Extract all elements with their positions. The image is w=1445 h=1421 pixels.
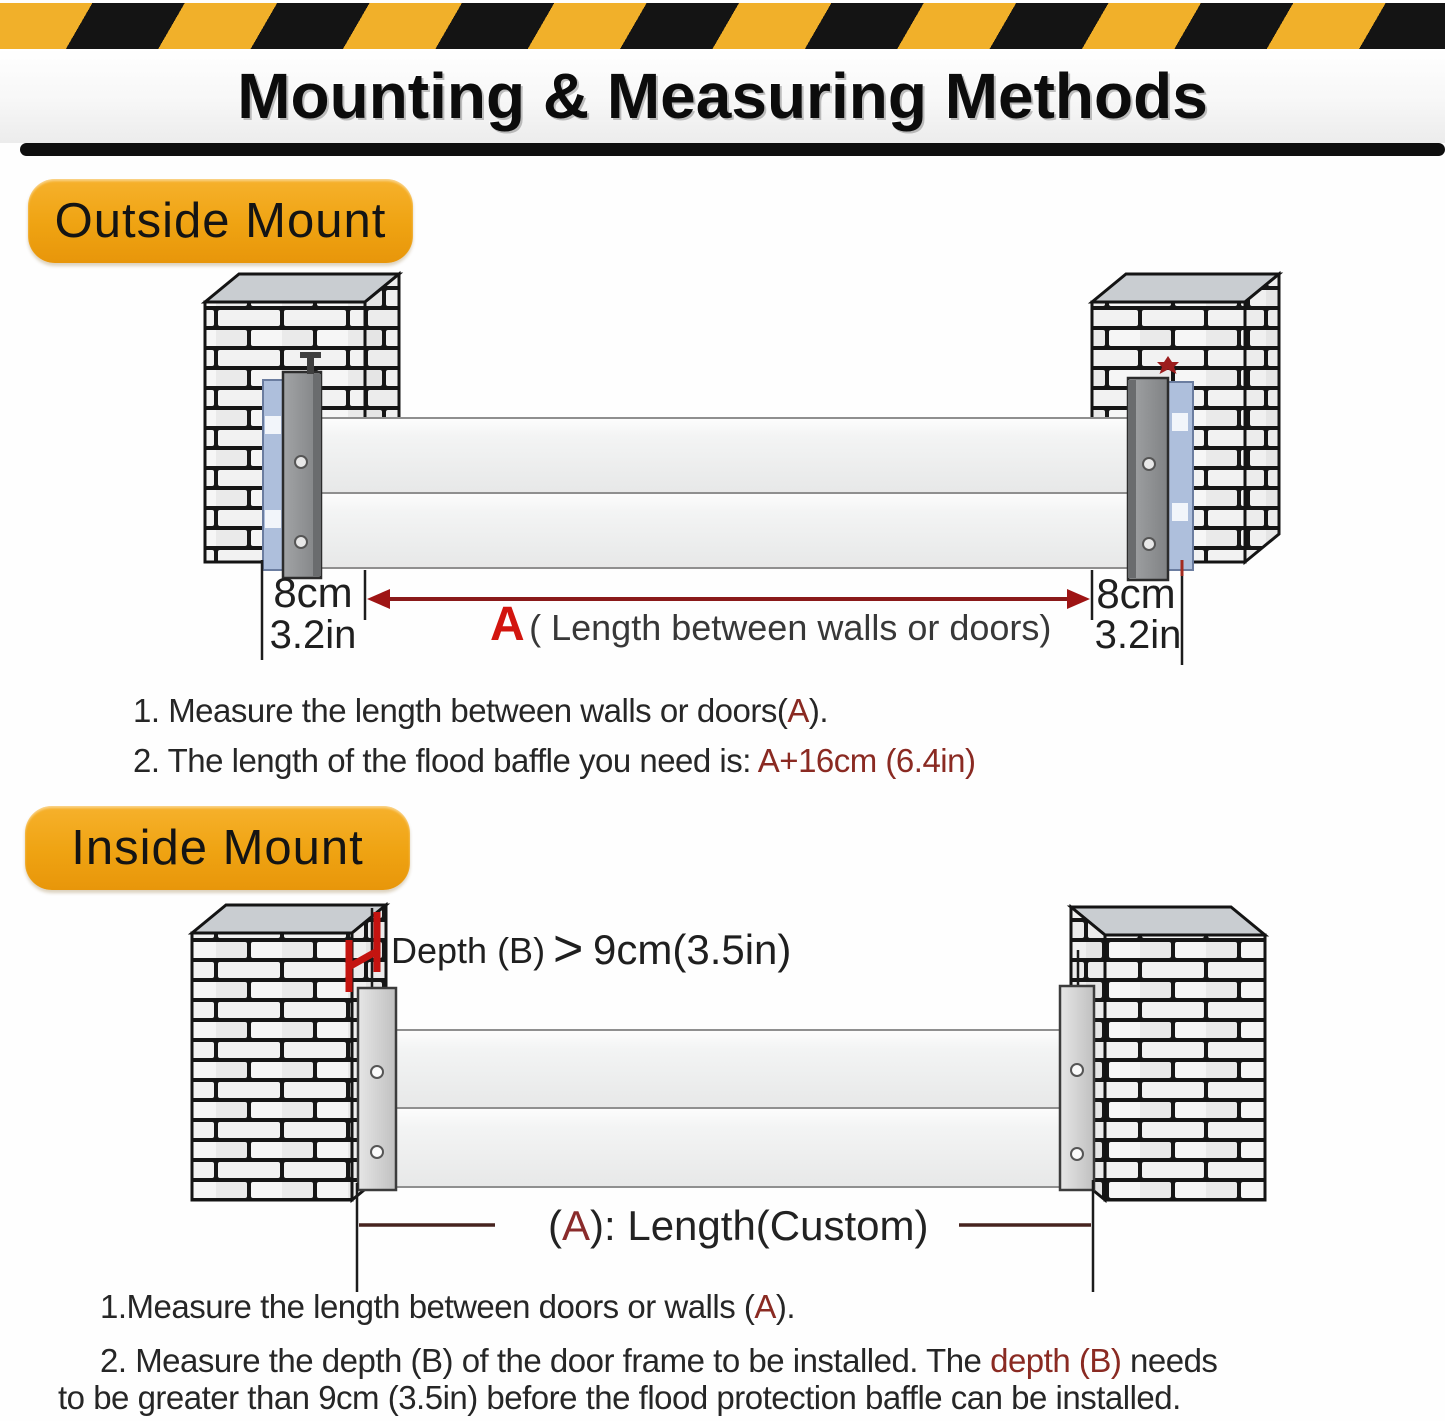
dim-left-cm-label: 8cm: [273, 569, 353, 616]
inside-step-2-line-1: 2. Measure the depth (B) of the door frame to be installed. The depth (B) needs: [100, 1342, 1218, 1379]
screw-icon: [371, 1146, 383, 1158]
inside-step-2-line-2: to be greater than 9cm (3.5in) before the flood protection baffle can be installed.: [58, 1379, 1181, 1416]
dim-right-inch-label: 3.2in: [1094, 613, 1182, 657]
depth-value-label: 9cm(3.5in): [593, 926, 792, 973]
inside-mount-badge: [25, 806, 410, 890]
seal-strip-right: [1168, 382, 1193, 570]
screw-icon: [1143, 458, 1155, 470]
mounting-plate-right: [1060, 950, 1094, 1190]
depth-label: Depth (B): [391, 930, 546, 971]
mounting-channel-right: [1128, 356, 1193, 580]
inside-mount-diagram: [150, 880, 1300, 1300]
flood-barrier-panels: [321, 418, 1135, 568]
screw-icon: [295, 456, 307, 468]
length-custom-label: (A): Length(Custom): [548, 1202, 929, 1249]
seal-strip-left: [263, 380, 283, 570]
screw-icon: [1143, 538, 1155, 550]
outside-mount-badge: [28, 179, 413, 263]
header-band: [0, 49, 1445, 143]
hazard-stripe-banner: [0, 3, 1445, 49]
inside-step-1: 1.Measure the length between doors or walls (A).: [100, 1288, 796, 1325]
right-brick-pillar: [1071, 907, 1265, 1200]
flood-barrier-panels: [390, 1030, 1066, 1187]
mounting-channel-left: [263, 352, 321, 578]
outside-mount-badge-label: Outside Mount: [54, 194, 387, 248]
screw-icon: [1071, 1064, 1083, 1076]
outside-step-2: 2. The length of the flood baffle you need is: A+16cm (6.4in): [133, 742, 976, 779]
screw-icon: [295, 536, 307, 548]
outside-mount-diagram: [150, 268, 1300, 670]
inside-mount-badge-label: Inside Mount: [71, 821, 364, 875]
header-underline-bar: [20, 143, 1445, 156]
dim-left-inch-label: 3.2in: [269, 613, 357, 657]
screw-icon: [1071, 1148, 1083, 1160]
span-length-label: A ( Length between walls or doors): [490, 598, 1052, 651]
screw-icon: [371, 1066, 383, 1078]
dim-right-cm-label: 8cm: [1096, 570, 1176, 617]
depth-gt-sign: >: [553, 920, 584, 978]
page-title: Mounting & Measuring Methods: [237, 60, 1208, 132]
outside-step-1: 1. Measure the length between walls or doors(A).: [133, 692, 829, 729]
